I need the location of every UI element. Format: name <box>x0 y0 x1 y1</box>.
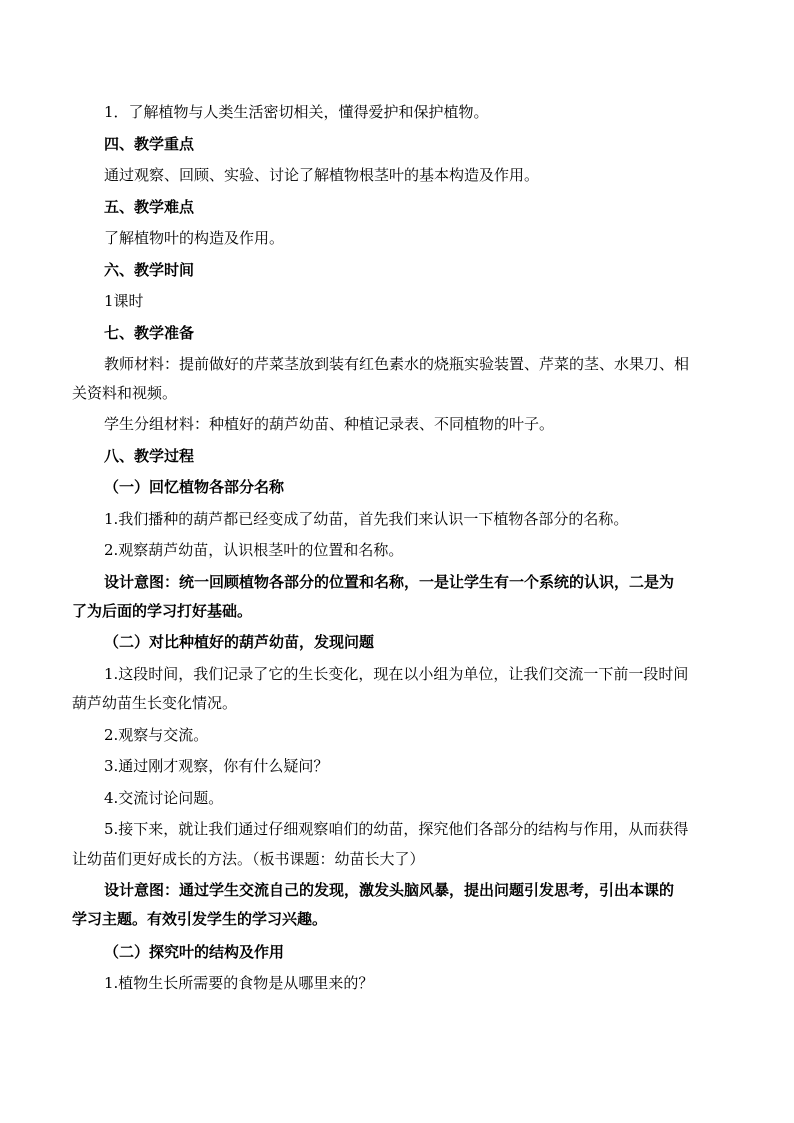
subsection-heading-compare: （二）对比种植好的葫芦幼苗，发现问题 <box>104 633 375 651</box>
teacher-materials-line-2: 关资料和视频。 <box>72 384 178 402</box>
compare-step-5-line-1: 5.接下来，就让我们通过仔细观察咱们的幼苗，探究他们各部分的结构与作用，从而获得 <box>104 820 689 838</box>
design-intent-1-line-2: 了为后面的学习打好基础。 <box>72 602 253 620</box>
student-materials: 学生分组材料：种植好的葫芦幼苗、种植记录表、不同植物的叶子。 <box>104 415 555 433</box>
section-heading-preparation: 七、教学准备 <box>104 324 195 342</box>
compare-step-5-line-2: 让幼苗们更好成长的方法。（板书课题：幼苗长大了） <box>72 850 425 868</box>
section-heading-time: 六、教学时间 <box>104 261 195 279</box>
recall-step-2: 2.观察葫芦幼苗，认识根茎叶的位置和名称。 <box>104 541 404 559</box>
compare-step-4: 4.交流讨论问题。 <box>104 789 224 807</box>
compare-step-1-line-1: 1.这段时间，我们记录了它的生长变化，现在以小组为单位，让我们交流一下前一段时间 <box>104 665 689 683</box>
compare-step-3: 3.通过刚才观察，你有什么疑问？ <box>104 757 329 775</box>
leaf-step-1: 1.植物生长所需要的食物是从哪里来的？ <box>104 974 374 992</box>
time-text: 1课时 <box>104 292 144 310</box>
design-intent-1-line-1: 设计意图：统一回顾植物各部分的位置和名称，一是让学生有一个系统的认识，二是为 <box>104 573 675 591</box>
difficulties-text: 了解植物叶的构造及作用。 <box>104 229 285 247</box>
compare-step-1-line-2: 葫芦幼苗生长变化情况。 <box>72 694 238 712</box>
subsection-heading-recall: （一）回忆植物各部分名称 <box>104 478 285 496</box>
teacher-materials-line-1: 教师材料：提前做好的芹菜茎放到装有红色素水的烧瓶实验装置、芹菜的茎、水果刀、相 <box>104 355 690 373</box>
design-intent-2-line-1: 设计意图：通过学生交流自己的发现，激发头脑风暴，提出问题引发思考，引出本课的 <box>104 881 675 899</box>
subsection-heading-leaf: （二）探究叶的结构及作用 <box>104 943 285 961</box>
section-heading-process: 八、教学过程 <box>104 447 195 465</box>
recall-step-1: 1.我们播种的葫芦都已经变成了幼苗，首先我们来认识一下植物各部分的名称。 <box>104 510 629 528</box>
section-heading-difficulties: 五、教学难点 <box>104 198 195 216</box>
section-heading-key-points: 四、教学重点 <box>104 135 195 153</box>
objective-item-1: 1．了解植物与人类生活密切相关，懂得爱护和保护植物。 <box>104 103 489 121</box>
key-points-text: 通过观察、回顾、实验、讨论了解植物根茎叶的基本构造及作用。 <box>104 166 540 184</box>
compare-step-2: 2.观察与交流。 <box>104 726 209 744</box>
design-intent-2-line-2: 学习主题。有效引发学生的学习兴趣。 <box>72 910 328 928</box>
